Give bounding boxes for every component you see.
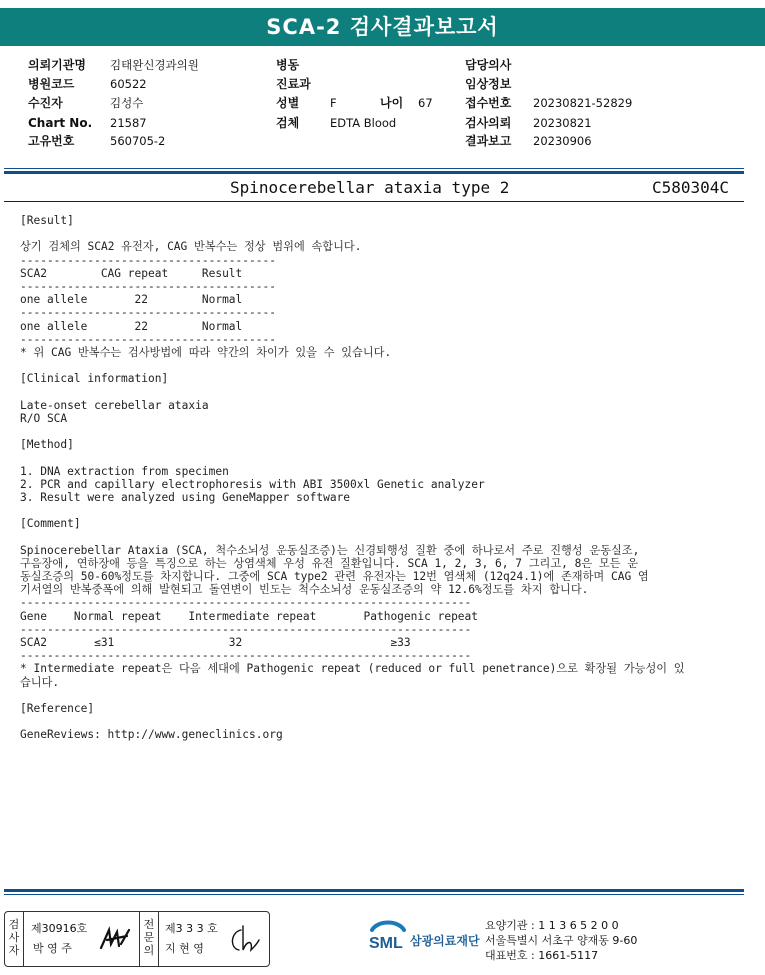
report-line: * Intermediate repeat은 다음 세대에 Pathogenic repeat (reduced or full penetrance)으로 확장될 가능성이 있 xyxy=(20,662,685,676)
info-value: 20230821 xyxy=(533,116,592,130)
info-value: 20230821-52829 xyxy=(533,96,633,110)
info-label: 성별 xyxy=(276,96,300,110)
divider xyxy=(4,168,744,169)
divider xyxy=(4,894,744,895)
report-line: one allele 22 Normal xyxy=(20,319,243,333)
report-line xyxy=(20,531,745,544)
report-line: 상기 검체의 SCA2 유전자, CAG 반복수는 정상 범위에 속합니다. xyxy=(20,240,362,254)
test-code: C580304C xyxy=(652,178,730,197)
report-line: [Result] xyxy=(20,214,74,227)
report-line: SCA2 ≤31 32 ≥33 xyxy=(20,636,411,649)
info-value: 60522 xyxy=(110,77,147,91)
doctor-signature xyxy=(225,922,263,956)
report-line: [Method] xyxy=(20,438,74,452)
report-line: -------------------------------------- xyxy=(20,279,276,293)
divider xyxy=(4,171,744,174)
report-line: ------------------------------------------------------------------- xyxy=(20,649,472,663)
report-line xyxy=(20,385,745,398)
test-name: Spinocerebellar ataxia type 2 xyxy=(230,178,510,197)
report-line: * 위 CAG 반복수는 검사방법에 따라 약간의 차이가 있을 수 있습니다. xyxy=(20,345,392,359)
doctor-label: 전 문 의 xyxy=(143,918,155,957)
footer-line: 대표번호 : 1661-5117 xyxy=(485,949,599,962)
report-line: 구음장애, 연하장애 등을 특징으로 하는 상염색체 우성 유전 질환입니다. SCA 1, 2, 3, 6, 7 그리고, 8은 모든 운 xyxy=(20,556,639,570)
tester-label: 검 사 자 xyxy=(8,918,20,957)
info-label: 고유번호 xyxy=(28,134,75,148)
info-label: 의뢰기관명 xyxy=(28,58,86,72)
doctor-license: 제3 3 3 호 xyxy=(165,922,218,935)
report-line: -------------------------------------- xyxy=(20,306,276,320)
report-line xyxy=(20,689,745,702)
info-label: 병원코드 xyxy=(28,77,75,91)
tester-signature xyxy=(97,924,133,954)
report-line: 동실조증의 50-60%정도를 차지합니다. 그중에 SCA type2 관련 유전자는 12번 염색체 (12q24.1)에 존재하며 CAG 염 xyxy=(20,570,649,584)
footer-info xyxy=(485,918,637,963)
doctor-name: 지 현 영 xyxy=(165,942,204,955)
info-value: EDTA Blood xyxy=(330,116,397,130)
tester-license: 제30916호 xyxy=(31,922,88,935)
info-value: 20230906 xyxy=(533,134,592,148)
report-line: -------------------------------------- xyxy=(20,332,276,346)
report-line: 3. Result were analyzed using GeneMapper software xyxy=(20,490,351,504)
report-line: GeneReviews: http://www.geneclinics.org xyxy=(20,728,283,742)
report-line: SCA2 CAG repeat Result xyxy=(20,266,243,280)
report-line xyxy=(20,359,745,372)
svg-text:SML: SML xyxy=(369,935,403,952)
report-line: R/O SCA xyxy=(20,411,68,425)
info-label: 수진자 xyxy=(28,96,63,110)
report-line xyxy=(20,425,745,438)
report-line: 기서열의 반복중폭에 의해 발현되고 돌연변이 빈도는 척수소뇌성 운동실조증의 약 12.6%정도를 차지 합니다. xyxy=(20,583,589,597)
report-line: [Comment] xyxy=(20,517,81,531)
report-line xyxy=(20,451,745,464)
info-label: 담당의사 xyxy=(465,58,512,72)
info-label: 병동 xyxy=(276,58,300,72)
org-name: 삼광의료재단 xyxy=(410,934,480,948)
report-line: 1. DNA extraction from specimen xyxy=(20,464,229,478)
tester-name: 박 영 주 xyxy=(33,942,72,955)
info-value: 김태완신경과의원 xyxy=(110,58,199,72)
patient-info xyxy=(0,56,765,148)
info-label: 임상정보 xyxy=(465,77,512,91)
report-line xyxy=(20,715,745,728)
report-line: one allele 22 Normal xyxy=(20,293,243,307)
report-line: ------------------------------------------------------------------- xyxy=(20,622,472,636)
info-label: 검사의뢰 xyxy=(465,116,512,130)
report-line: Late-onset cerebellar ataxia xyxy=(20,398,209,412)
report-line: 습니다. xyxy=(20,675,60,689)
report-line xyxy=(20,227,745,240)
report-line: [Clinical information] xyxy=(20,372,169,386)
sml-logo xyxy=(366,918,496,954)
report-line: ------------------------------------------------------------------- xyxy=(20,596,472,610)
report-body xyxy=(20,214,745,742)
footer-line: 서울특별시 서초구 양재동 9-60 xyxy=(485,934,638,947)
report-line: [Reference] xyxy=(20,701,95,715)
info-label: 진료과 xyxy=(276,77,311,91)
divider xyxy=(4,201,744,202)
info-value: 21587 xyxy=(110,116,147,130)
info-label: Chart No. xyxy=(28,116,93,130)
age-label: 나이 xyxy=(380,96,404,110)
age-value: 67 xyxy=(418,96,433,110)
report-line: -------------------------------------- xyxy=(20,253,276,267)
report-line: 2. PCR and capillary electrophoresis with ABI 3500xl Genetic analyzer xyxy=(20,477,485,491)
report-title: SCA-2 검사결과보고서 xyxy=(0,8,765,46)
sml-logo-icon xyxy=(366,918,410,954)
report-line: Spinocerebellar Ataxia (SCA, 척수소뇌성 운동실조증)는 신경퇴행성 질환 중에 하나로서 주로 진행성 운동실조, xyxy=(20,543,640,557)
info-value: 김성수 xyxy=(110,96,144,110)
info-label: 검체 xyxy=(276,116,300,130)
signature-box xyxy=(4,911,270,967)
footer-line: 요양기관 : 1 1 3 6 5 2 0 0 xyxy=(485,919,619,932)
info-value: 560705-2 xyxy=(110,134,166,148)
report-line xyxy=(20,504,745,517)
report-line: Gene Normal repeat Intermediate repeat Pathogenic repeat xyxy=(20,609,479,623)
info-label: 결과보고 xyxy=(465,134,512,148)
divider xyxy=(4,889,744,892)
info-label: 접수번호 xyxy=(465,96,512,110)
info-value: F xyxy=(330,96,337,110)
